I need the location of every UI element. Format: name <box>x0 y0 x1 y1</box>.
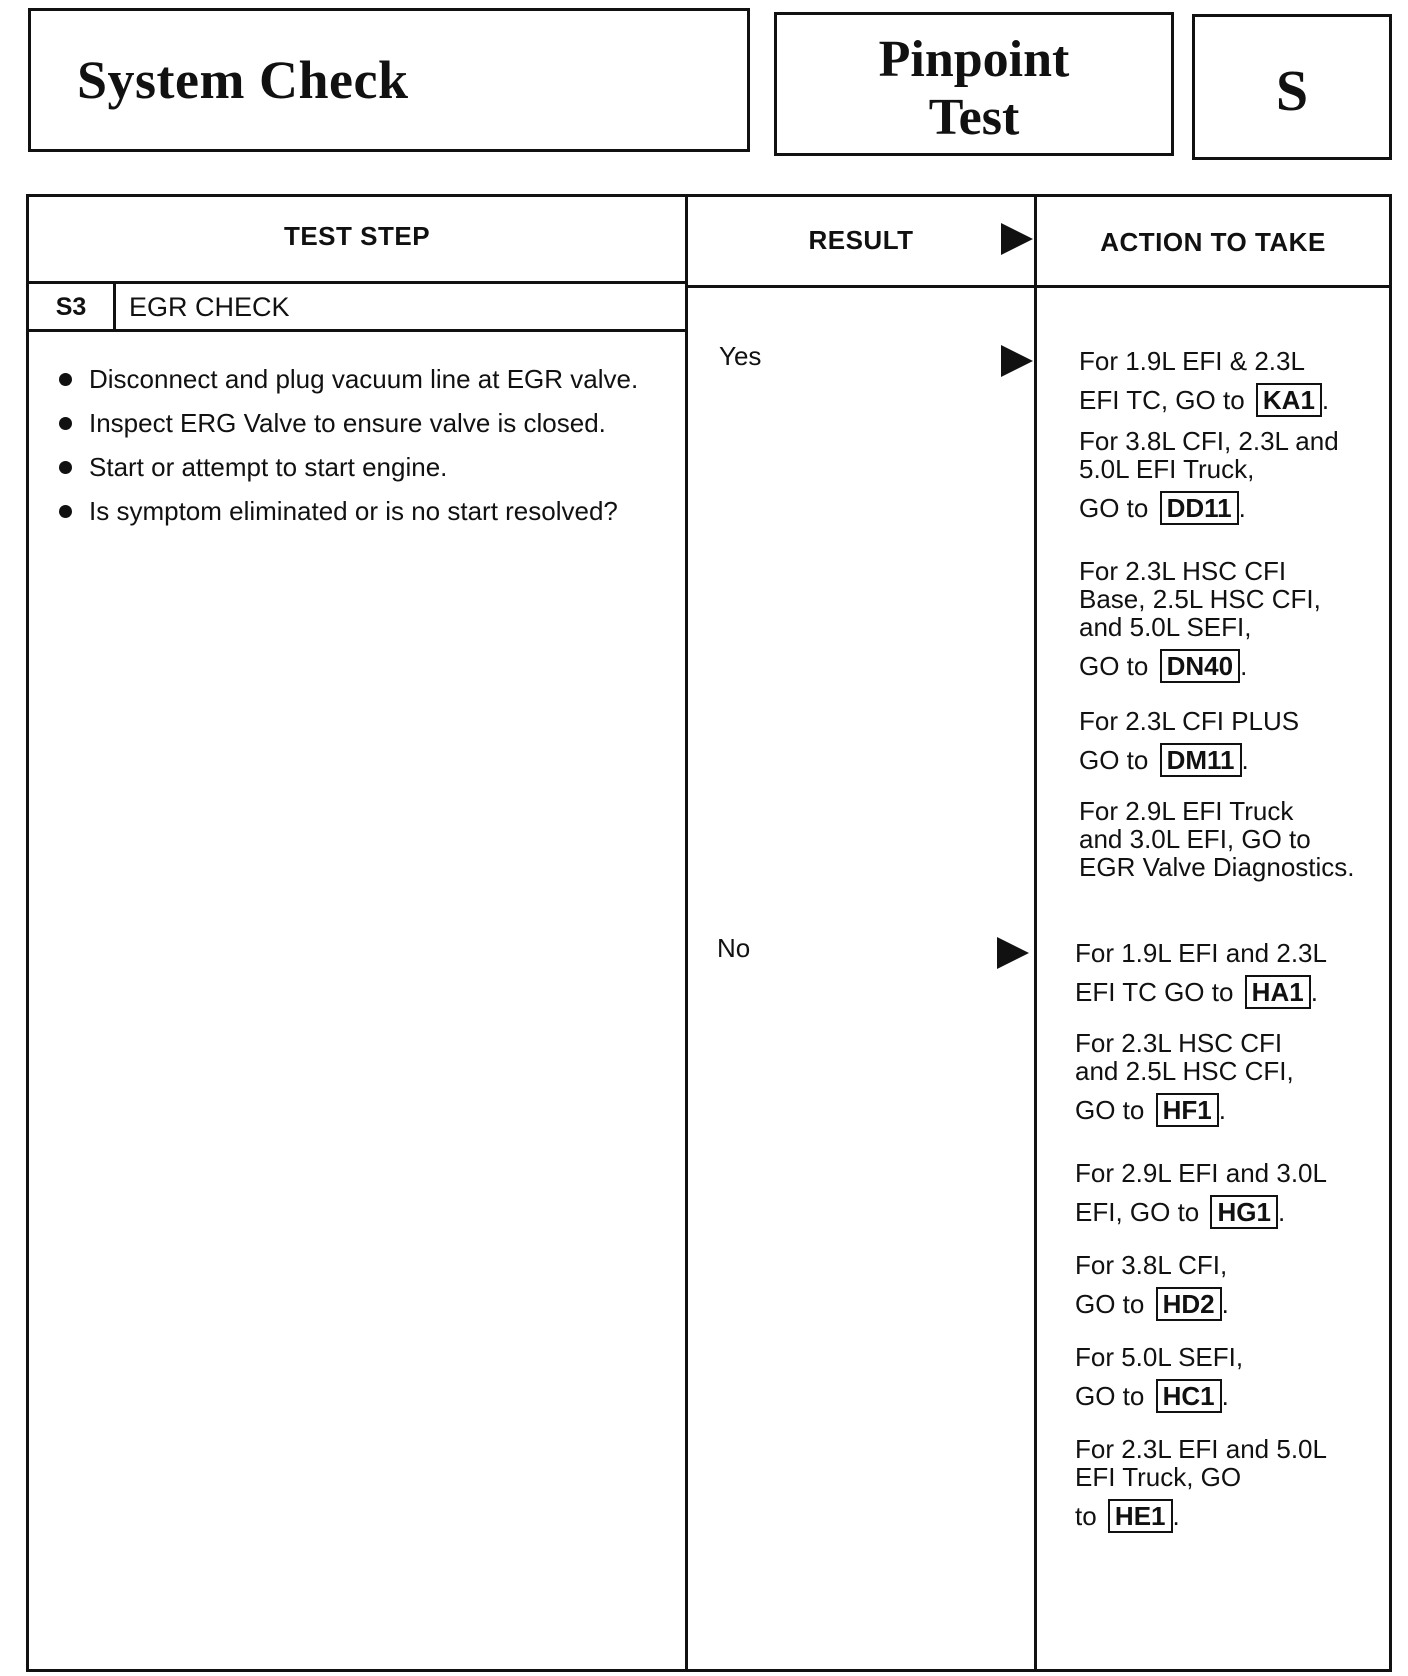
action-text-line: EFI TC GO to HA1 . <box>1075 977 1318 1007</box>
action-item <box>1079 707 1399 777</box>
document-title-box <box>28 8 750 152</box>
step-reference-link[interactable]: DN40 <box>1160 649 1240 683</box>
action-item <box>1079 797 1399 881</box>
action-text-line: EFI TC, GO to KA1 . <box>1079 385 1330 415</box>
result-yes-arrow-icon <box>1001 345 1033 377</box>
action-item <box>1079 557 1399 683</box>
action-text-line: For 5.0L SEFI, <box>1075 1342 1244 1372</box>
action-text-line: For 3.8L CFI, 2.3L and <box>1079 426 1339 456</box>
step-instructions <box>59 357 638 533</box>
action-item <box>1079 347 1399 417</box>
action-text-line: 5.0L EFI Truck, <box>1079 454 1255 484</box>
bullet-icon <box>59 461 72 474</box>
action-text-line: to HE1 . <box>1075 1501 1180 1531</box>
action-text-line: For 1.9L EFI and 2.3L <box>1075 938 1327 968</box>
action-text-line: For 2.3L CFI PLUS <box>1079 706 1300 736</box>
action-text-line: and 5.0L SEFI, <box>1079 612 1252 642</box>
header-divider-right <box>685 285 1389 288</box>
action-text-line: GO to DM11 . <box>1079 745 1249 775</box>
result-yes: Yes <box>719 341 762 371</box>
column-header-action: ACTION TO TAKE <box>1100 227 1326 257</box>
action-text-line: For 2.3L EFI and 5.0L <box>1075 1434 1327 1464</box>
action-item <box>1075 1343 1395 1413</box>
action-text-line: For 2.3L HSC CFI <box>1079 556 1287 586</box>
action-text-line: For 3.8L CFI, <box>1075 1250 1228 1280</box>
column-header-result: RESULT <box>808 225 914 255</box>
action-text-line: GO to HC1 . <box>1075 1381 1229 1411</box>
step-reference-link[interactable]: KA1 <box>1256 383 1322 417</box>
bullet-icon <box>59 505 72 518</box>
step-reference-link[interactable]: HA1 <box>1245 975 1311 1009</box>
action-text-line: GO to HD2 . <box>1075 1289 1229 1319</box>
action-text-line: GO to DD11 . <box>1079 493 1246 523</box>
step-reference-link[interactable]: HF1 <box>1156 1093 1219 1127</box>
step-reference-link[interactable]: HG1 <box>1210 1195 1277 1229</box>
instruction-item: Inspect ERG Valve to ensure valve is closed. <box>59 401 638 445</box>
action-text-line: and 2.5L HSC CFI, <box>1075 1056 1294 1086</box>
test-type-line-1: Pinpoint <box>878 31 1070 88</box>
action-text-line: GO to HF1 . <box>1075 1095 1226 1125</box>
column-divider-1 <box>685 197 688 1669</box>
action-text-line: and 3.0L EFI, GO to <box>1079 824 1311 854</box>
step-reference-link[interactable]: DM11 <box>1160 743 1242 777</box>
step-reference-link[interactable]: HE1 <box>1108 1499 1173 1533</box>
section-letter: S <box>1275 58 1309 123</box>
test-type-label <box>777 31 1171 147</box>
pinpoint-test-table <box>26 194 1392 1672</box>
header-divider-left <box>29 281 688 284</box>
action-item <box>1079 427 1399 525</box>
bullet-icon <box>59 373 72 386</box>
action-item <box>1075 1159 1395 1229</box>
action-item <box>1075 1435 1395 1533</box>
action-item <box>1075 939 1395 1009</box>
step-reference-link[interactable]: HC1 <box>1156 1379 1222 1413</box>
action-text-line: For 2.9L EFI Truck <box>1079 796 1294 826</box>
column-divider-2 <box>1034 197 1037 1669</box>
bullet-icon <box>59 417 72 430</box>
instruction-item: Disconnect and plug vacuum line at EGR valve. <box>59 357 638 401</box>
action-text-line: EGR Valve Diagnostics. <box>1079 852 1355 882</box>
action-item <box>1075 1251 1395 1321</box>
step-reference-link[interactable]: DD11 <box>1160 491 1239 525</box>
instruction-item: Is symptom eliminated or is no start resolved? <box>59 489 638 533</box>
result-no: No <box>717 933 751 963</box>
step-row-divider <box>29 329 688 332</box>
step-title: EGR CHECK <box>129 291 290 322</box>
action-text-line: EFI, GO to HG1 . <box>1075 1197 1286 1227</box>
section-letter-box <box>1192 14 1392 160</box>
action-text-line: For 1.9L EFI & 2.3L <box>1079 346 1305 376</box>
action-text-line: GO to DN40 . <box>1079 651 1248 681</box>
instruction-item: Start or attempt to start engine. <box>59 445 638 489</box>
action-text-line: EFI Truck, GO <box>1075 1462 1242 1492</box>
action-text-line: For 2.9L EFI and 3.0L <box>1075 1158 1327 1188</box>
step-reference-link[interactable]: HD2 <box>1156 1287 1222 1321</box>
test-type-box <box>774 12 1174 156</box>
step-id-divider <box>113 283 116 331</box>
document-title: System Check <box>77 50 409 110</box>
result-no-arrow-icon <box>997 937 1029 969</box>
action-text-line: For 2.3L HSC CFI <box>1075 1028 1283 1058</box>
step-id: S3 <box>55 292 87 321</box>
action-text-line: Base, 2.5L HSC CFI, <box>1079 584 1321 614</box>
action-item <box>1075 1029 1395 1127</box>
column-header-test-step: TEST STEP <box>283 221 431 251</box>
header-arrow-icon <box>1001 223 1033 255</box>
test-type-line-2: Test <box>928 89 1020 146</box>
